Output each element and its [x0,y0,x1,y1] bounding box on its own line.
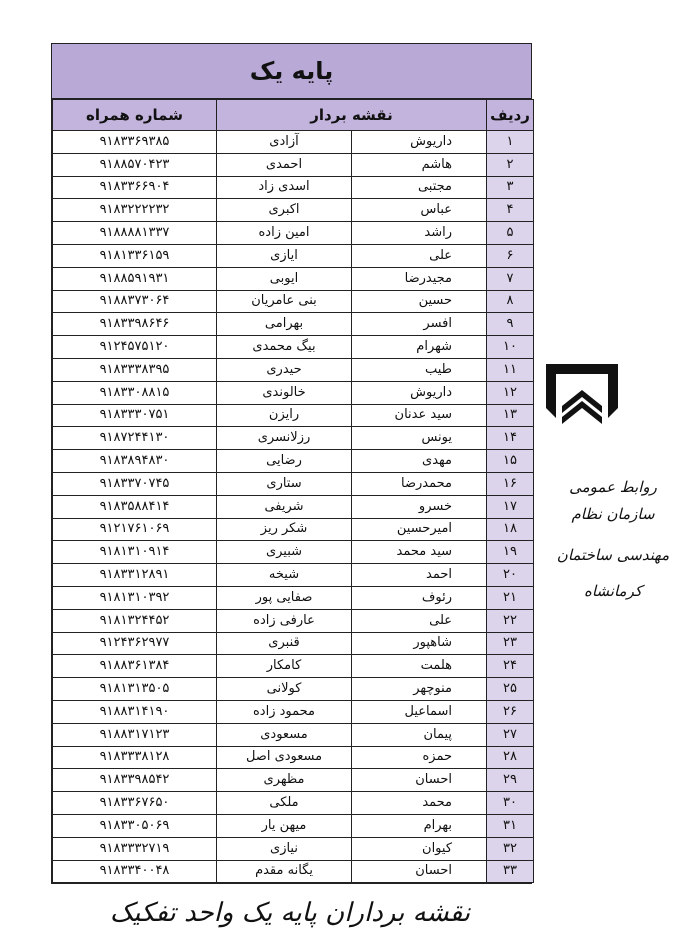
phone-cell: ۹۱۸۳۳۱۲۸۹۱ [53,564,217,587]
phone-cell: ۹۱۸۳۳۶۹۳۸۵ [53,131,217,154]
last-name-cell: خالوندی [217,381,352,404]
row-number-cell: ۱۳ [487,404,534,427]
first-name-cell: بهرام [352,814,487,837]
last-name-cell: نیازی [217,837,352,860]
last-name-cell: میهن یار [217,814,352,837]
phone-cell: ۹۱۸۱۳۲۴۴۵۲ [53,609,217,632]
row-number-cell: ۲۵ [487,678,534,701]
first-name-cell: امیرحسین [352,518,487,541]
phone-cell: ۹۱۸۱۳۳۶۱۵۹ [53,244,217,267]
first-name-cell: حسین [352,290,487,313]
row-number-cell: ۲۰ [487,564,534,587]
table-row [53,358,534,381]
row-number-cell: ۲ [487,153,534,176]
row-number-cell: ۳۱ [487,814,534,837]
table-header-row [53,100,534,131]
last-name-cell: آزادی [217,131,352,154]
row-number-cell: ۳۰ [487,792,534,815]
table-row [53,244,534,267]
first-name-cell: عباس [352,199,487,222]
row-number-cell: ۲۳ [487,632,534,655]
phone-cell: ۹۱۸۸۳۷۳۰۶۴ [53,290,217,313]
footer-caption: نقشه برداران پایه یک واحد تفکیک [109,898,471,928]
table-row [53,313,534,336]
row-number-cell: ۲۹ [487,769,534,792]
first-name-cell: شهرام [352,336,487,359]
phone-cell: ۹۱۸۳۳۶۷۶۵۰ [53,792,217,815]
phone-cell: ۹۱۸۳۳۶۶۹۰۴ [53,176,217,199]
table-row [53,267,534,290]
row-number-cell: ۱۷ [487,495,534,518]
last-name-cell: اسدی زاد [217,176,352,199]
phone-cell: ۹۱۸۱۳۱۰۳۹۲ [53,586,217,609]
phone-cell: ۹۱۲۴۵۷۵۱۲۰ [53,336,217,359]
first-name-cell: رئوف [352,586,487,609]
last-name-cell: محمود زاده [217,700,352,723]
row-number-cell: ۱۶ [487,472,534,495]
table-row [53,792,534,815]
first-name-cell: اسماعیل [352,700,487,723]
phone-cell: ۹۱۸۳۳۳۲۷۱۹ [53,837,217,860]
first-name-cell: افسر [352,313,487,336]
first-name-cell: محمد [352,792,487,815]
row-number-cell: ۳۳ [487,860,534,883]
last-name-cell: حیدری [217,358,352,381]
phone-cell: ۹۱۸۳۳۷۰۷۴۵ [53,472,217,495]
last-name-cell: رضایی [217,450,352,473]
last-name-cell: کولانی [217,678,352,701]
row-number-cell: ۱۱ [487,358,534,381]
row-number-cell: ۲۸ [487,746,534,769]
caption-line-3: مهندسی ساختمان [556,546,670,564]
table-row [53,609,534,632]
last-name-cell: بیگ محمدی [217,336,352,359]
table-row [53,564,534,587]
table-row [53,290,534,313]
table-row [53,381,534,404]
row-number-cell: ۳۲ [487,837,534,860]
row-number-cell: ۶ [487,244,534,267]
first-name-cell: احسان [352,860,487,883]
caption-line-4: کرمانشاه [583,582,642,600]
row-number-cell: ۳ [487,176,534,199]
first-name-cell: مجیدرضا [352,267,487,290]
organization-branding [538,360,688,620]
row-number-cell: ۷ [487,267,534,290]
last-name-cell: ستاری [217,472,352,495]
row-number-cell: ۱۰ [487,336,534,359]
row-number-cell: ۲۴ [487,655,534,678]
first-name-cell: هلمت [352,655,487,678]
first-name-cell: راشد [352,222,487,245]
first-name-cell: سید محمد [352,541,487,564]
table-row [53,199,534,222]
table-row [53,450,534,473]
table-row [53,860,534,883]
table-row [53,472,534,495]
first-name-cell: علی [352,244,487,267]
last-name-cell: مسعودی اصل [217,746,352,769]
last-name-cell: یگانه مقدم [217,860,352,883]
phone-cell: ۹۱۸۸۳۱۷۱۲۳ [53,723,217,746]
last-name-cell: رزلانسری [217,427,352,450]
last-name-cell: شبیری [217,541,352,564]
row-number-cell: ۱۴ [487,427,534,450]
table-row [53,769,534,792]
table-row [53,176,534,199]
phone-cell: ۹۱۸۸۸۸۱۳۳۷ [53,222,217,245]
phone-cell: ۹۱۲۴۳۶۲۹۷۷ [53,632,217,655]
phone-cell: ۹۱۸۳۳۹۸۵۴۲ [53,769,217,792]
first-name-cell: کیوان [352,837,487,860]
table-row [53,153,534,176]
first-name-cell: هاشم [352,153,487,176]
first-name-cell: شاهپور [352,632,487,655]
last-name-cell: عارفی زاده [217,609,352,632]
table-row [53,632,534,655]
phone-cell: ۹۱۸۳۳۰۸۸۱۵ [53,381,217,404]
last-name-cell: رایزن [217,404,352,427]
last-name-cell: کامکار [217,655,352,678]
first-name-cell: حمزه [352,746,487,769]
table-row [53,723,534,746]
phone-cell: ۹۱۸۳۳۳۸۳۹۵ [53,358,217,381]
row-number-cell: ۵ [487,222,534,245]
row-number-cell: ۸ [487,290,534,313]
first-name-cell: داریوش [352,381,487,404]
table-row [53,655,534,678]
surveyors-grid [52,99,534,883]
phone-cell: ۹۱۸۳۸۹۴۸۳۰ [53,450,217,473]
row-number-cell: ۱۲ [487,381,534,404]
header-row-number: ردیف [487,100,534,131]
table-row [53,336,534,359]
phone-cell: ۹۱۸۱۳۱۳۵۰۵ [53,678,217,701]
table-row [53,837,534,860]
row-number-cell: ۱۸ [487,518,534,541]
row-number-cell: ۱۹ [487,541,534,564]
last-name-cell: شریفی [217,495,352,518]
last-name-cell: اکبری [217,199,352,222]
phone-cell: ۹۱۸۸۵۷۰۴۲۳ [53,153,217,176]
first-name-cell: سید عدنان [352,404,487,427]
table-row [53,814,534,837]
last-name-cell: ایازی [217,244,352,267]
phone-cell: ۹۱۸۳۵۸۸۴۱۴ [53,495,217,518]
surveyors-table [51,43,532,884]
table-row [53,700,534,723]
phone-cell: ۹۱۸۳۳۰۵۰۶۹ [53,814,217,837]
last-name-cell: احمدی [217,153,352,176]
last-name-cell: امین زاده [217,222,352,245]
row-number-cell: ۲۱ [487,586,534,609]
first-name-cell: پیمان [352,723,487,746]
first-name-cell: علی [352,609,487,632]
last-name-cell: بنی عامریان [217,290,352,313]
first-name-cell: مجتبی [352,176,487,199]
last-name-cell: شکر ریز [217,518,352,541]
phone-cell: ۹۱۸۳۲۲۲۲۳۲ [53,199,217,222]
last-name-cell: ایوبی [217,267,352,290]
row-number-cell: ۹ [487,313,534,336]
row-number-cell: ۲۷ [487,723,534,746]
header-phone: شماره همراه [53,100,217,131]
phone-cell: ۹۱۸۳۳۳۸۱۲۸ [53,746,217,769]
organization-logo-icon [542,360,622,430]
table-row [53,678,534,701]
header-surveyor: نقشه بردار [217,100,487,131]
row-number-cell: ۴ [487,199,534,222]
first-name-cell: مهدی [352,450,487,473]
first-name-cell: خسرو [352,495,487,518]
row-number-cell: ۱۵ [487,450,534,473]
phone-cell: ۹۱۸۷۲۴۴۱۳۰ [53,427,217,450]
table-row [53,746,534,769]
last-name-cell: مسعودی [217,723,352,746]
table-row [53,427,534,450]
row-number-cell: ۱ [487,131,534,154]
table-title: پایه یک [52,44,531,99]
table-row [53,404,534,427]
first-name-cell: طیب [352,358,487,381]
table-row [53,131,534,154]
phone-cell: ۹۱۲۱۷۶۱۰۶۹ [53,518,217,541]
first-name-cell: محمدرضا [352,472,487,495]
last-name-cell: بهرامی [217,313,352,336]
caption-line-2: سازمان نظام [571,505,655,523]
caption-line-1: روابط عمومی [569,478,657,496]
last-name-cell: صفایی پور [217,586,352,609]
phone-cell: ۹۱۸۳۳۴۰۰۴۸ [53,860,217,883]
phone-cell: ۹۱۸۳۳۹۸۶۴۶ [53,313,217,336]
last-name-cell: قنبری [217,632,352,655]
first-name-cell: داریوش [352,131,487,154]
last-name-cell: ملکی [217,792,352,815]
phone-cell: ۹۱۸۸۵۹۱۹۳۱ [53,267,217,290]
phone-cell: ۹۱۸۱۳۱۰۹۱۴ [53,541,217,564]
table-row [53,518,534,541]
table-row [53,586,534,609]
first-name-cell: منوچهر [352,678,487,701]
first-name-cell: احسان [352,769,487,792]
table-row [53,541,534,564]
table-row [53,222,534,245]
row-number-cell: ۲۶ [487,700,534,723]
table-body [53,131,534,883]
last-name-cell: شیخه [217,564,352,587]
row-number-cell: ۲۲ [487,609,534,632]
phone-cell: ۹۱۸۸۳۱۴۱۹۰ [53,700,217,723]
last-name-cell: مظهری [217,769,352,792]
first-name-cell: احمد [352,564,487,587]
first-name-cell: یونس [352,427,487,450]
phone-cell: ۹۱۸۸۳۶۱۳۸۴ [53,655,217,678]
table-row [53,495,534,518]
phone-cell: ۹۱۸۳۳۳۰۷۵۱ [53,404,217,427]
